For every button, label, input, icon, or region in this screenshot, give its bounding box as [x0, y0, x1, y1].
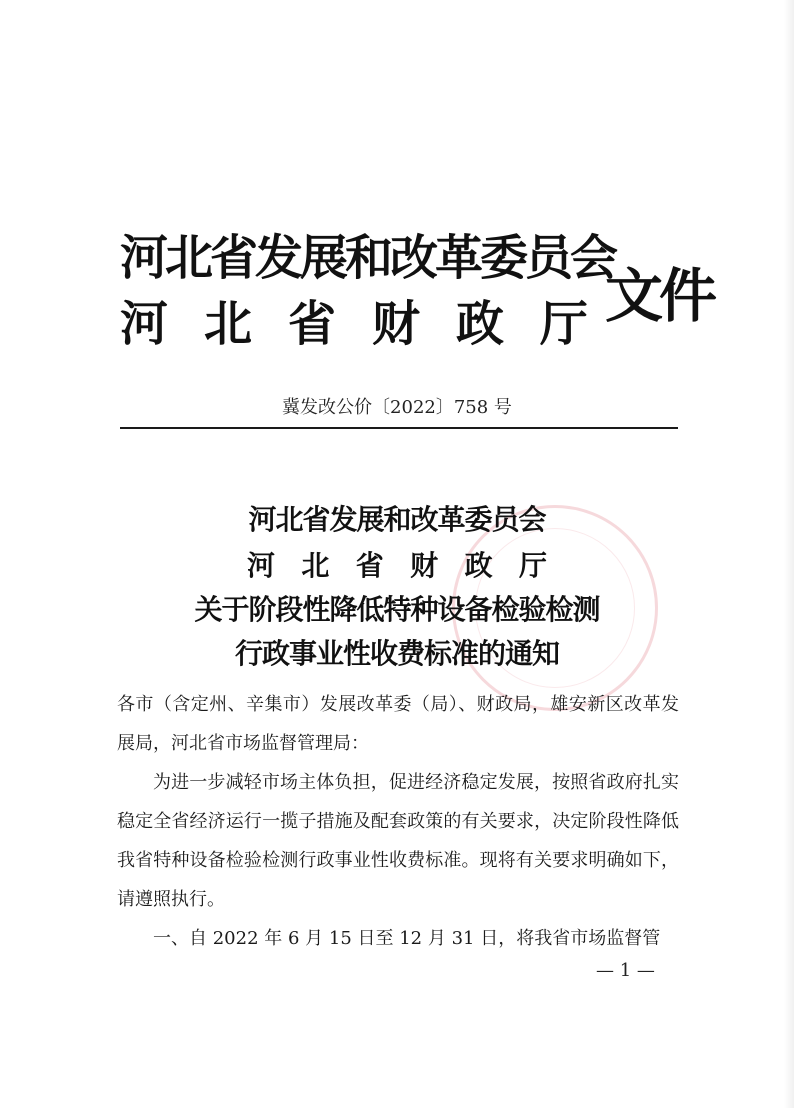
- title-line-2-char: 政: [464, 549, 493, 582]
- agency-2-char: 政: [455, 296, 504, 352]
- body-paragraph: 为进一步减轻市场主体负担，促进经济稳定发展，按照省政府扎实稳定全省经济运行一揽子措施及配套政策的有关要求，决定阶段性降低我省特种设备检验检测行政事业性收费标准。现将有关要求明确如下，请遵照执行。: [117, 772, 679, 910]
- title-line-2-char: 省: [355, 549, 384, 582]
- page-number: — 1 —: [596, 960, 655, 981]
- title-line-2: [0, 543, 794, 589]
- agency-2-char: 河: [120, 296, 169, 352]
- title-line-2-char: 河: [247, 549, 276, 582]
- title-line-1: 河北省发展和改革委员会: [248, 503, 546, 536]
- title-line-2-char: 财: [410, 549, 439, 582]
- scan-edge-shadow: [784, 0, 794, 1108]
- issuing-agency-2: [120, 294, 588, 354]
- addressees: 各市（含定州、辛集市）发展改革委（局）、财政局，雄安新区改革发展局，河北省市场监督管理局：: [117, 694, 679, 754]
- agency-2-char: 北: [203, 296, 252, 352]
- agency-2-char: 厅: [539, 296, 588, 352]
- header-divider: [120, 427, 678, 429]
- title-line-2-char: 北: [301, 549, 330, 582]
- agency-2-char: 财: [371, 296, 420, 352]
- body-paragraph: 一、自 2022 年 6 月 15 日至 12 月 31 日，将我省市场监督管: [153, 928, 661, 949]
- document-header: [120, 228, 714, 358]
- title-line-4: 行政事业性收费标准的通知: [234, 637, 559, 670]
- document-body: [117, 685, 679, 958]
- title-line-3: 关于阶段性降低特种设备检验检测: [194, 593, 600, 626]
- issuing-agency-1: 河北省发展和改革委员会: [120, 230, 616, 286]
- agency-2-char: 省: [287, 296, 336, 352]
- document-type-label: 文件: [605, 262, 714, 330]
- document-number: 冀发改公价〔2022〕758 号: [282, 397, 512, 418]
- title-line-2-char: 厅: [518, 549, 547, 582]
